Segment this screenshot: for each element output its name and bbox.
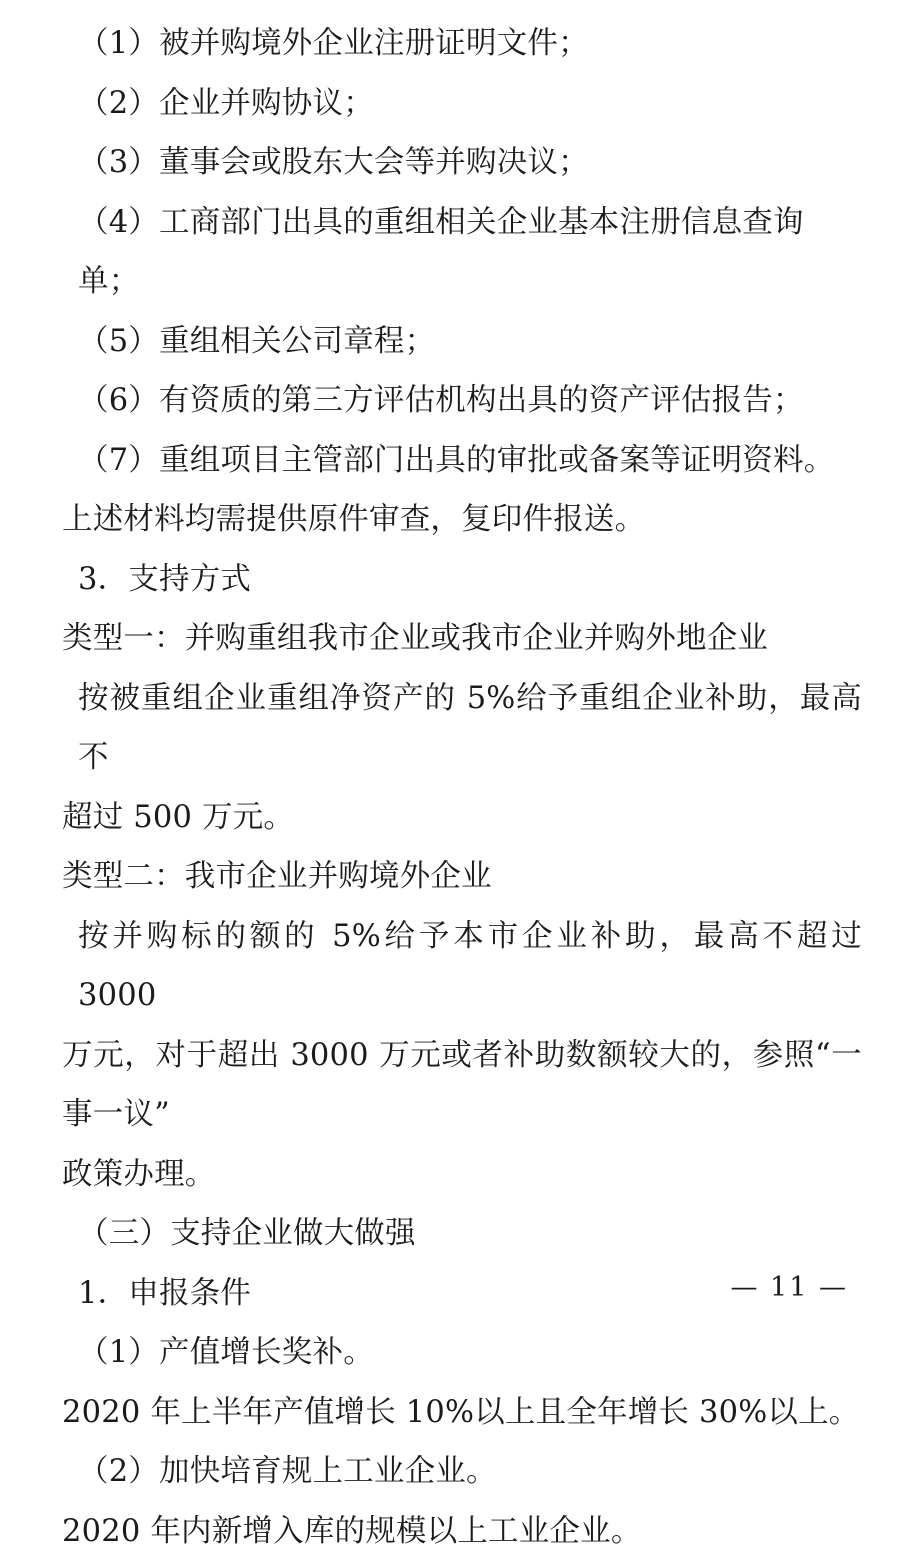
document-line: 万元，对于超出 3000 万元或者补助数额较大的，参照“一事一议” [62, 1026, 862, 1145]
document-heading-support-method: 3．支持方式 [62, 550, 862, 610]
document-line: （2）加快培育规上工业企业。 [62, 1442, 862, 1502]
document-line: （4）工商部门出具的重组相关企业基本注册信息查询单； [62, 193, 862, 312]
document-line: （7）重组项目主管部门出具的审批或备案等证明资料。 [62, 431, 862, 491]
document-line: （5）重组相关公司章程； [62, 312, 862, 372]
document-heading-section-three: （三）支持企业做大做强 [62, 1204, 862, 1264]
document-line: 上述材料均需提供原件审查，复印件报送。 [62, 490, 862, 550]
document-line: 类型二：我市企业并购境外企业 [62, 847, 862, 907]
document-line: 2020 年内新增入库的规模以上工业企业。 [62, 1502, 862, 1561]
document-line: （6）有资质的第三方评估机构出具的资产评估报告； [62, 371, 862, 431]
document-line: 类型一：并购重组我市企业或我市企业并购外地企业 [62, 609, 862, 669]
document-heading-apply-conditions: 1．申报条件 [62, 1264, 862, 1324]
document-line: 超过 500 万元。 [62, 788, 862, 848]
page-number: — 11 — [730, 1272, 848, 1303]
document-line: （1）产值增长奖补。 [62, 1323, 862, 1383]
document-line: （3）董事会或股东大会等并购决议； [62, 133, 862, 193]
document-line: （2）企业并购协议； [62, 74, 862, 134]
document-line: （1）被并购境外企业注册证明文件； [62, 14, 862, 74]
document-line: 按被重组企业重组净资产的 5%给予重组企业补助，最高不 [62, 669, 862, 788]
document-line: 2020 年上半年产值增长 10%以上且全年增长 30%以上。 [62, 1383, 862, 1443]
document-body [62, 14, 862, 1561]
document-line: 按并购标的额的 5%给予本市企业补助，最高不超过 3000 [62, 907, 862, 1026]
document-line: 政策办理。 [62, 1145, 862, 1205]
